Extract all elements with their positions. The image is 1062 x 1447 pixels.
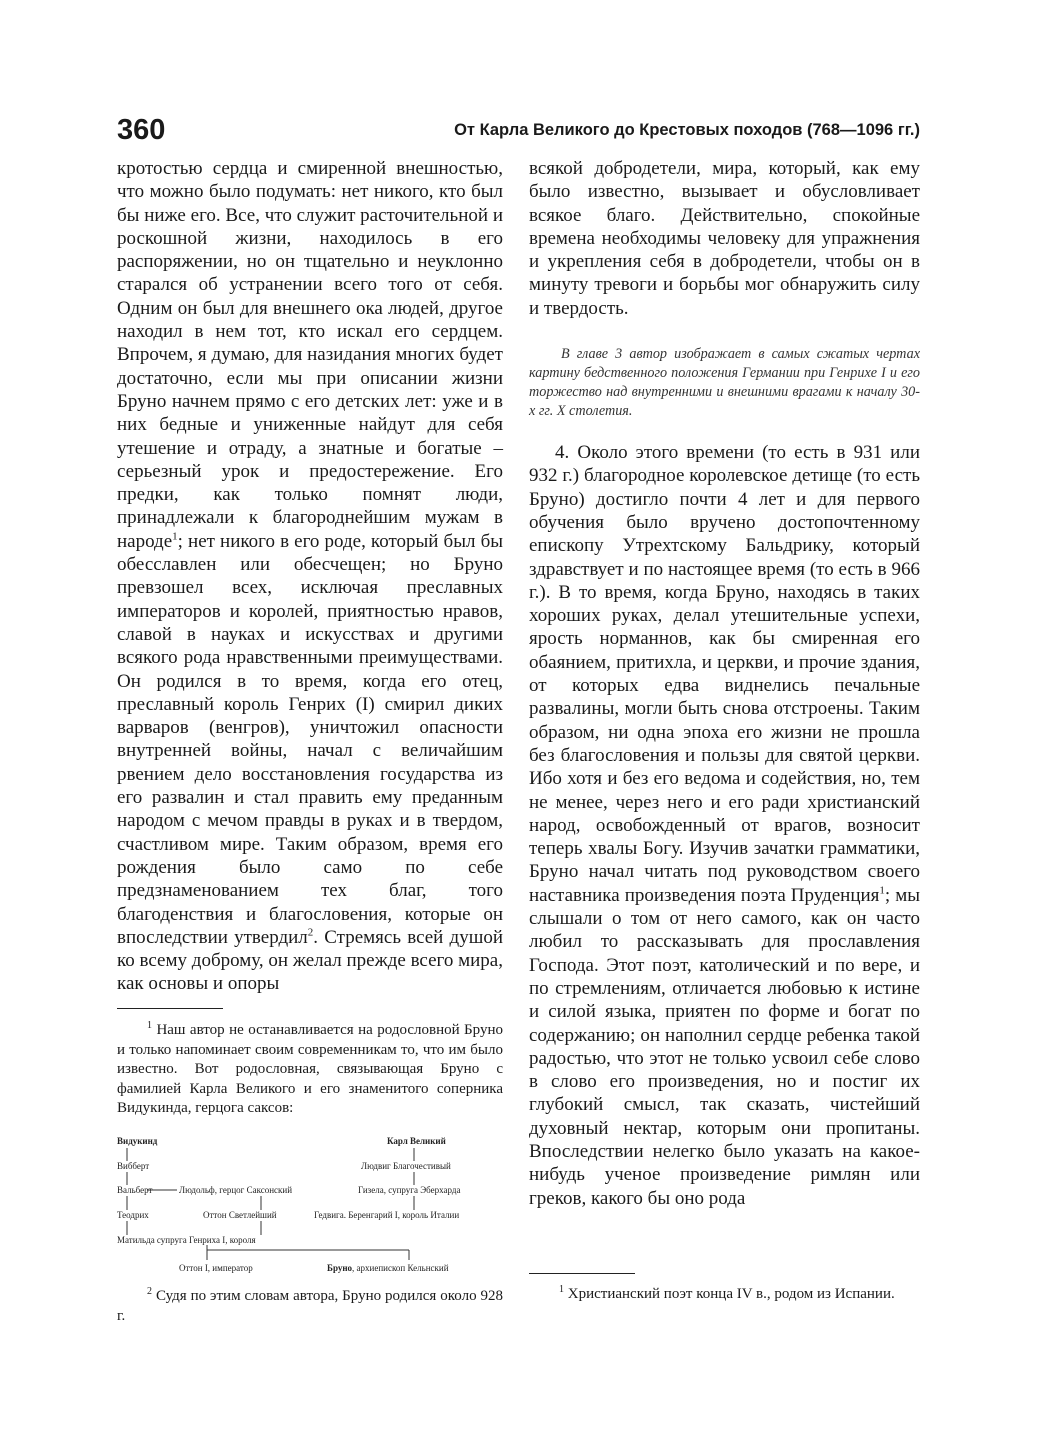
footnote-number: 1	[559, 1284, 564, 1295]
genealogy-otto-illustrious: Оттон Светлейший	[203, 1210, 277, 1220]
left-paragraph	[117, 157, 503, 996]
genealogy-tree	[117, 1132, 503, 1280]
page-header	[117, 112, 920, 148]
footnote-text: Судя по этим словам автора, Бруно родился около 928 г.	[117, 1288, 504, 1324]
footnote-mark: 1	[172, 530, 178, 543]
genealogy-otto-emperor: Оттон I, император	[179, 1263, 253, 1273]
left-text-part-3: . Стремясь всей душой ко всему доброму, он желал прежде всего мира, как основы и опоры	[117, 926, 503, 995]
footnote-1-left	[117, 1021, 503, 1119]
running-title: От Карла Великого до Крестовых походов (768—1096 гг.)	[454, 121, 920, 139]
genealogy-bruno: Бруно, архиепископ Кельнский	[327, 1263, 449, 1273]
chapter-summary: В главе 3 автор изображает в самых сжатых чертах картину бедственного положения Германии при Генрихе I и его торжество над внутренними и внешними врагами к началу 30-х гг. X столетия.	[529, 346, 920, 420]
footnote-separator-right	[529, 1273, 635, 1274]
genealogy-charlemagne: Карл Великий	[387, 1136, 446, 1146]
genealogy-wibert: Вибберт	[117, 1161, 150, 1171]
genealogy-louis: Людвиг Благочестивый	[361, 1161, 451, 1171]
left-text-part-1: кротостью сердца и смиренной внешностью, что можно было подумать: нет никого, кто был бы ниже его. Все, что служит расточительной и роскошной жизни, находилось в его распоряжении, но он тщательно и неуклонно старался об устранении всего того от себя. Одним он был для внешнего ока людей, другое находил в нем тот, кто искал его сердцем. Впрочем, я думаю, для назидания многих будет достаточно, если мы при описании жизни Бруно начнем прямо с его детских лет: уже и в них бедные и униженные найдут для себя утешение и отраду, а знатные и богатые – серьезный урок и предостережение. Его предки, как только помнят люди, принадлежали к благороднейшим мужам в народе	[117, 158, 503, 552]
footnote-mark: 2	[307, 926, 314, 939]
page-number: 360	[117, 114, 166, 146]
genealogy-walbert: Вальберт	[117, 1185, 153, 1195]
genealogy-ludolf: Людольф, герцог Саксонский	[179, 1185, 293, 1195]
left-column	[117, 157, 503, 996]
genealogy-gisela: Гизела, супруга Эберхарда	[358, 1185, 461, 1195]
footnote-2-left	[117, 1287, 503, 1326]
left-text-part-2: ; нет никого в его роде, который был бы обесславлен или обесчещен; но Бруно превзошел всех, исключая преславных императоров и королей, приятностью нравов, славой в науках и искусствах и другими всякого рода нравственными преимуществами. Он родился в то время, когда его отец, преславный король Генрих (I) смирил диких варваров (венгров), уничтожил опасности внутренней войны, начал с величайшим рвением дело восстановления государства из его развалин и стал править ему преданным народом с мечом правды в руках и в твердом, счастливом мире. Таким образом, время его рождения было само по себе предзнаменованием тех благ, того благоденствия и благословения, которые он впоследствии утвердил	[117, 530, 503, 948]
right-text-part-1: 4. Около этого времени (то есть в 931 или 932 г.) благородное королевское детище (то есть Бруно) достигло почти 4 лет и для первого обучения было вручено достопочтенному епископу Утрехтскому Бальдрику, который здравствует и по настоящее время (то есть в 966 г.). В то время, когда Бруно, находясь в таких хороших руках, делал утешительные успехи, ярость норманнов, как бы смиренная его обаянием, притихла, и церкви, и прочие здания, от которых едва виднелись печальные развалины, могли быть снова отстроены. Таким образом, ни одна эпоха его жизни не прошла без благословения и пользы для святой церкви. Ибо хотя и без его ведома и содействия, но, тем не менее, через него и его ради христианский народ, освобожденный от врагов, возносит теперь хвалы Богу. Изучив зачатки грамматики, Бруно начал читать под руководством своего наставника произведения поэта Пруденция	[529, 442, 920, 906]
footnote-separator	[117, 1008, 223, 1009]
right-paragraph-2	[529, 441, 920, 1210]
footnote-text: Наш автор не останавливается на родословной Бруно и только напоминает своим современникам то, что им было известно. Вот родословная, связывающая Бруно с фамилией Карла Великого и его знаменитого соперника Видукинда, герцога саксов:	[117, 1022, 503, 1116]
footnote-1-right	[529, 1285, 920, 1305]
genealogy-theoderich: Теодрих	[117, 1210, 149, 1220]
right-text-part-2: ; мы слышали о том от него самого, как он часто любил то рассказывать для прославления Господа. Этот поэт, католический и по вере, и по стремлениям, отличается любовью к истине и силой языка, приятен по форме и богат по содержанию; он наполнил сердце ребенка такой радостью, что этот не только усвоил себе слово в слово его произведения, но и постиг их глубокий смысл, так сказать, чистейший духовный нектар, которым они пропитаны. Впоследствии нелегко было указать на какое-нибудь ученое произведение римлян или греков, какого бы оно рода	[529, 884, 920, 1209]
genealogy-lines	[117, 1132, 503, 1280]
right-column	[529, 157, 920, 1210]
genealogy-widukind: Видукинд	[117, 1136, 158, 1146]
footnote-mark: 1	[879, 884, 885, 897]
genealogy-hedwig: Гедвига. Беренгарий I, король Италии	[314, 1210, 460, 1220]
footnote-number: 2	[147, 1286, 152, 1297]
genealogy-mathilda: Матильда супруга Генриха I, короля	[117, 1235, 256, 1245]
footnote-text: Христианский поэт конца IV в., родом из Испании.	[567, 1286, 895, 1302]
right-paragraph-1: всякой добродетели, мира, который, как ему было известно, вызывает и обусловливает всякое благо. Действительно, спокойные времена необходимы человеку для упражнения и укрепления себя в добродетели, чтобы он в минуту тревоги и борьбы мог обнаружить силу и твердость.	[529, 158, 920, 319]
footnote-number: 1	[147, 1020, 152, 1031]
